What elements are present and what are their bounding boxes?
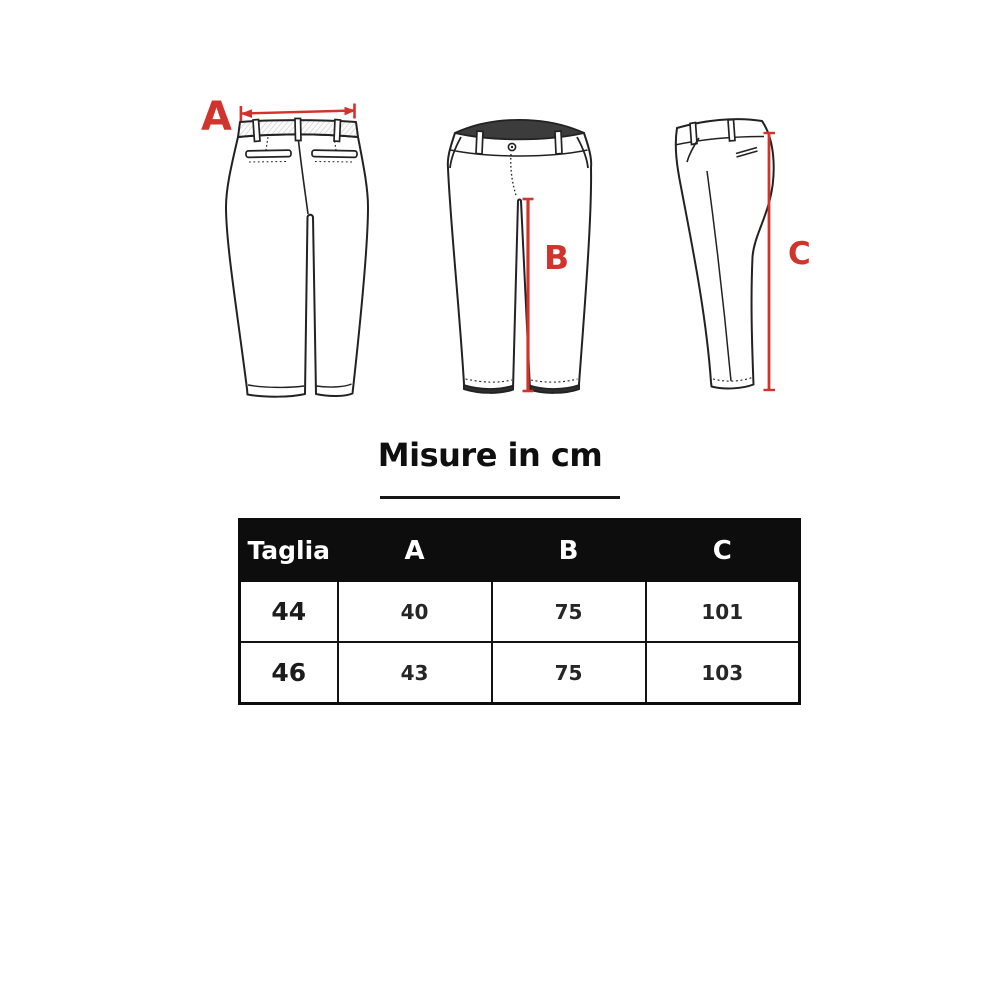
pants-back-body [226, 134, 368, 396]
size-44-c: 101 [646, 581, 800, 642]
size-46-b: 75 [492, 642, 646, 704]
header-a: A [338, 520, 492, 582]
pants-front-body [448, 121, 591, 393]
size-44-cell: 44 [240, 581, 338, 642]
dimension-label-c: C [788, 236, 811, 272]
header-taglia: Taglia [240, 520, 338, 582]
header-b: B [492, 520, 646, 582]
size-44-b: 75 [492, 581, 646, 642]
size-46-a: 43 [338, 642, 492, 704]
title-underline [380, 496, 620, 499]
pants-front-view-illustration [440, 100, 600, 400]
dimension-label-b: B [544, 238, 570, 277]
header-c: C [646, 520, 800, 582]
pants-front-waistband [455, 120, 584, 140]
size-44-a: 40 [338, 581, 492, 642]
waist-button [508, 143, 515, 150]
size-46-cell: 46 [240, 642, 338, 704]
size-46-c: 103 [646, 642, 800, 704]
table-header-row [240, 520, 800, 582]
size-table [238, 518, 801, 705]
table-row [240, 642, 800, 704]
page-title: Misure in cm [377, 436, 603, 474]
dimension-label-a: A [201, 94, 232, 140]
pants-side-body [676, 119, 774, 388]
pants-back-view-illustration [195, 95, 375, 405]
table-row [240, 581, 800, 642]
